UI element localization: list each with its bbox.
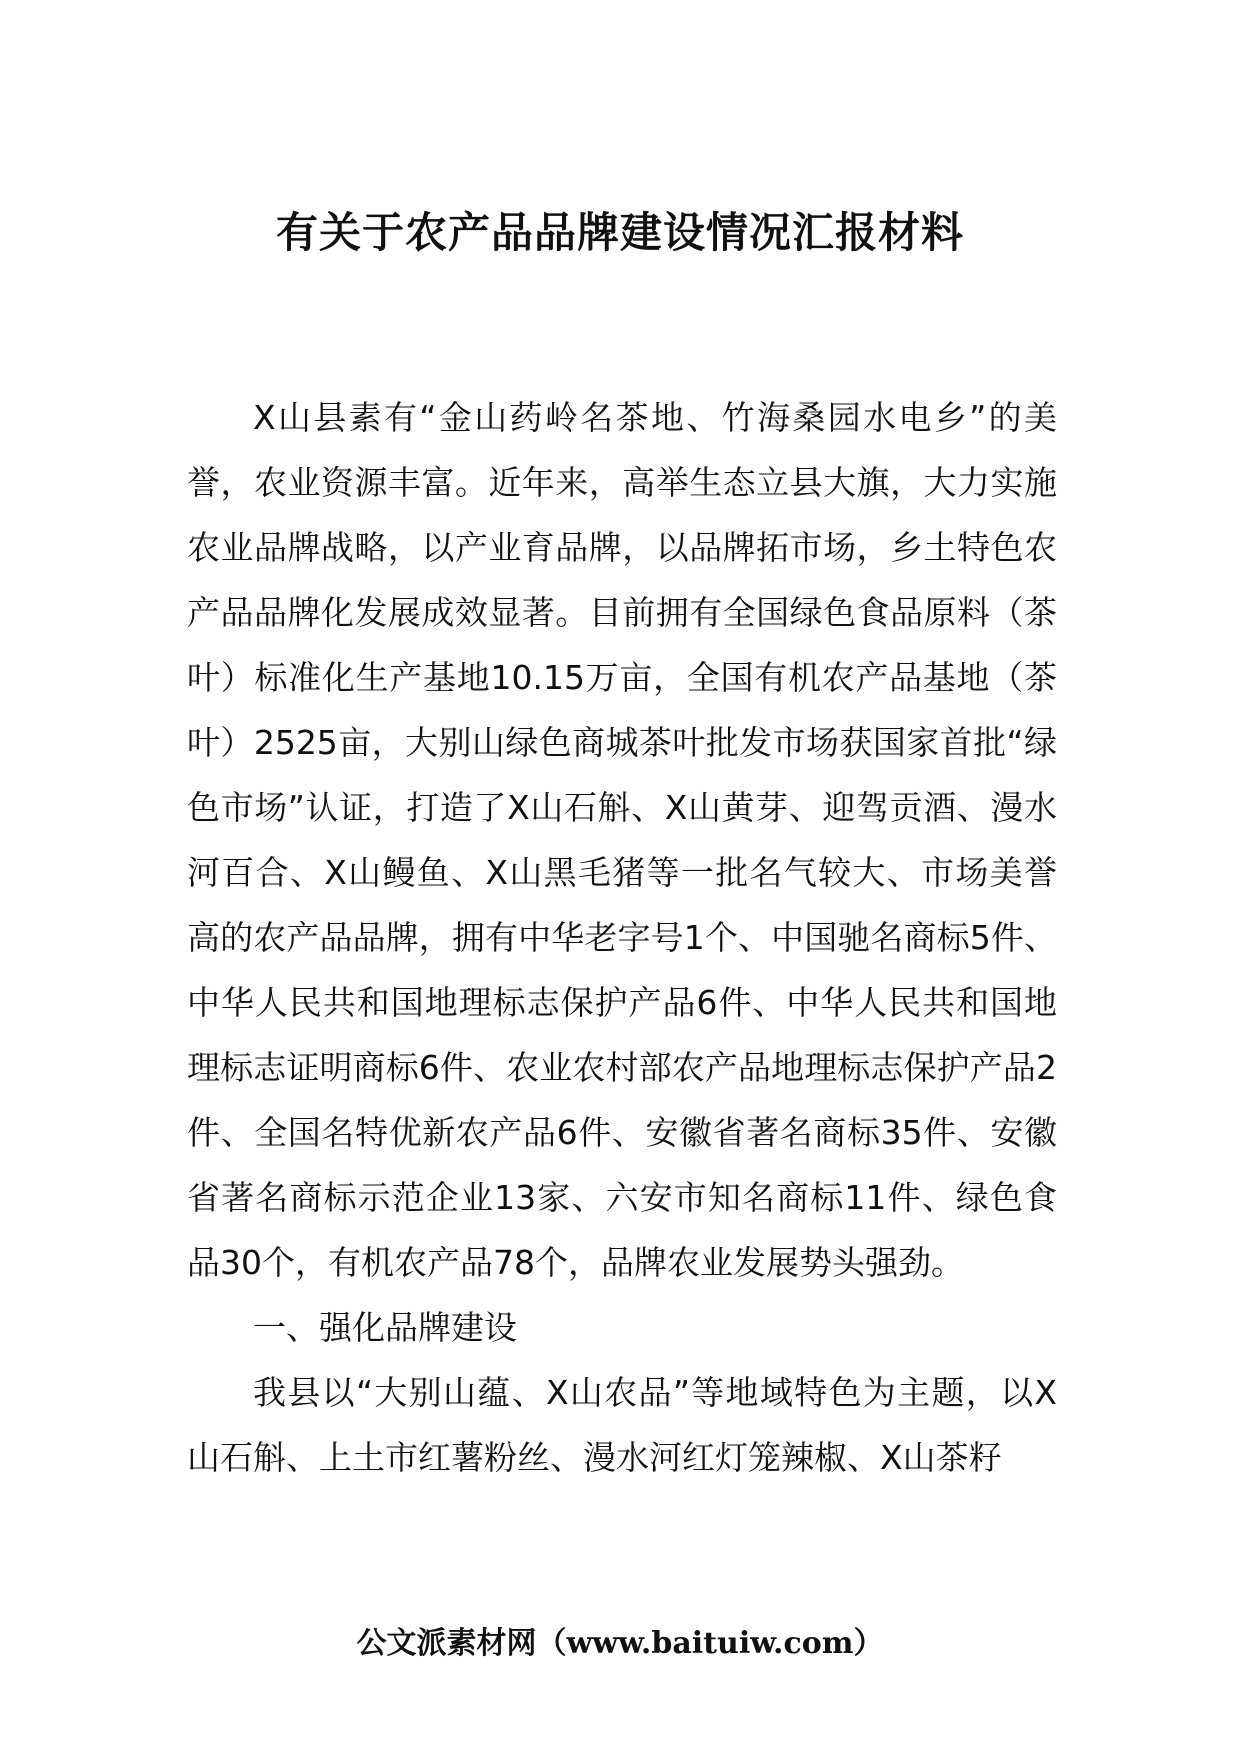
section-heading-1: 一、强化品牌建设 xyxy=(253,1308,517,1347)
footer-watermark: 公文派素材网（www.baituiw.com） xyxy=(356,1626,884,1661)
document-body xyxy=(187,385,1057,1490)
paragraph-section-1: 我县以“大别山蕴、X山农品”等地域特色为主题，以X山石斛、上土市红薯粉丝、漫水河红灯笼辣椒、X山茶籽 xyxy=(187,1373,1057,1477)
document-title: 有关于农产品品牌建设情况汇报材料 xyxy=(275,208,964,257)
paragraph-intro: X山县素有“金山药岭名茶地、竹海桑园水电乡”的美誉，农业资源丰富。近年来，高举生态立县大旗，大力实施农业品牌战略，以产业育品牌，以品牌拓市场，乡土特色农产品品牌化发展成效显著。目前拥有全国绿色食品原料（茶叶）标准化生产基地10.15万亩，全国有机农产品基地（茶叶）2525亩，大别山绿色商城茶叶批发市场获国家首批“绿色市场”认证，打造了X山石斛、X山黄芽、迎驾贡酒、漫水河百合、X山鳗鱼、X山黑毛猪等一批名气较大、市场美誉高的农产品品牌，拥有中华老字号1个、中国驰名商标5件、中华人民共和国地理标志保护产品6件、中华人民共和国地理标志证明商标6件、农业农村部农产品地理标志保护产品2件、全国名特优新农产品6件、安徽省著名商标35件、安徽省著名商标示范企业13家、六安市知名商标11件、绿色食品30个，有机农产品78个，品牌农业发展势头强劲。 xyxy=(187,398,1057,1282)
